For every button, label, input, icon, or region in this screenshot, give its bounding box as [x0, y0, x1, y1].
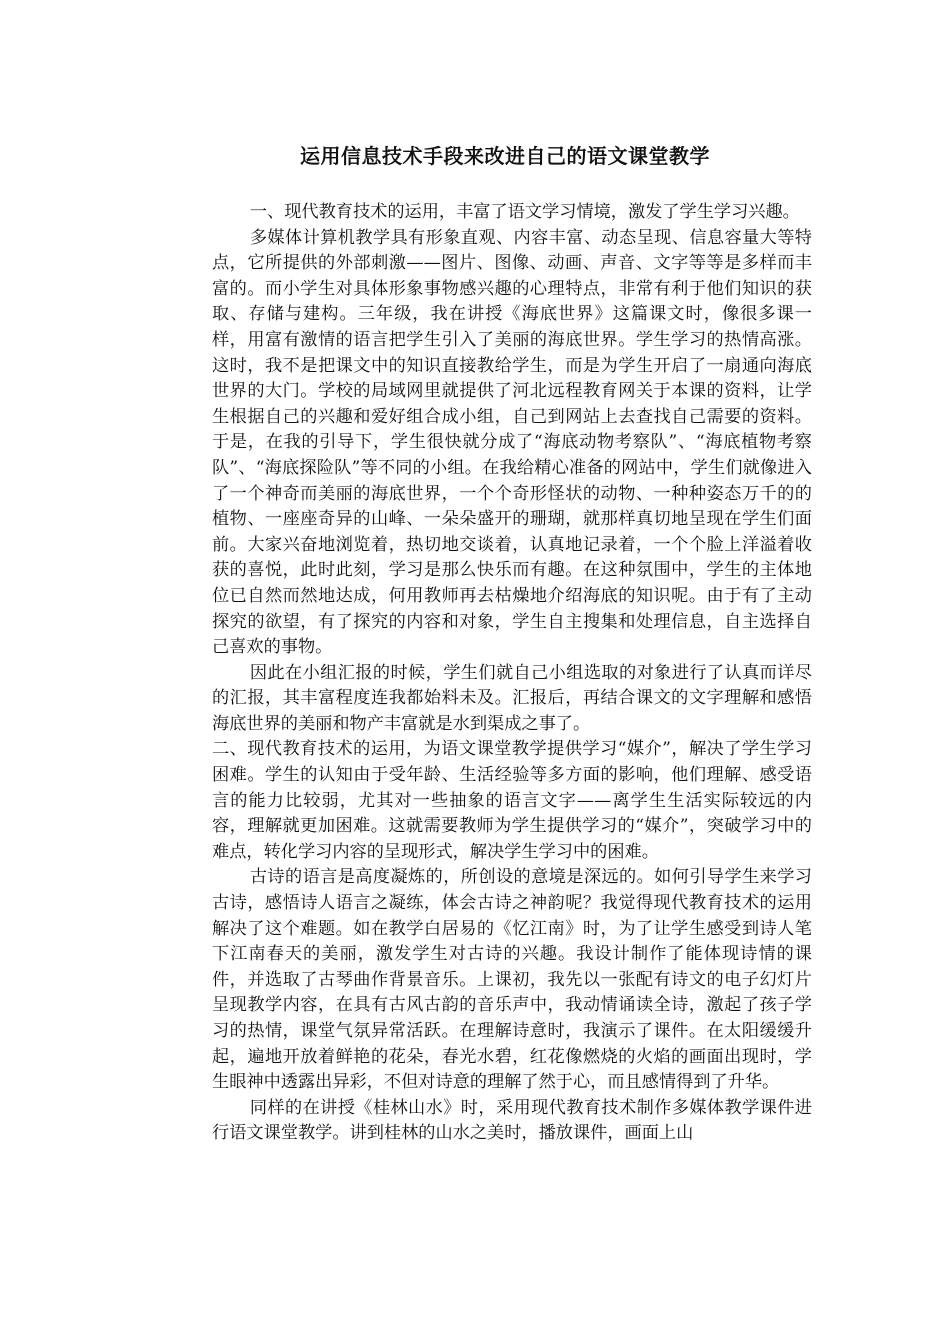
- paragraph-3: 因此在小组汇报的时候，学生们就自己小组选取的对象进行了认真而详尽的汇报，其丰富程度连我都始料未及。汇报后，再结合课文的文字理解和感悟海底世界的美丽和物产丰富就是水到渠成之事了。: [212, 662, 812, 734]
- document-title: 运用信息技术手段来改进自己的语文课堂教学: [300, 144, 710, 168]
- paragraph-6: 同样的在讲授《桂林山水》时，采用现代教育技术制作多媒体教学课件进行语文课堂教学。讲到桂林的山水之美时，播放课件，画面上山: [212, 1097, 812, 1144]
- paragraph-5: 古诗的语言是高度凝炼的，所创设的意境是深远的。如何引导学生来学习古诗，感悟诗人语言之凝练，体会古诗之神韵呢？我觉得现代教育技术的运用解决了这个难题。如在教学白居易的《忆江南》时，为了让学生感受到诗人笔下江南春天的美丽，激发学生对古诗的兴趣。我设计制作了能体现诗情的课件，并选取了古琴曲作背景音乐。上课初，我先以一张配有诗文的电子幻灯片呈现教学内容，在具有古风古韵的音乐声中，我动情诵读全诗，激起了孩子学习的热情，课堂气氛异常活跃。在理解诗意时，我演示了课件。在太阳缓缓升起，遍地开放着鲜艳的花朵，春光水碧，红花像燃烧的火焰的画面出现时，学生眼神中透露出异彩，不但对诗意的理解了然于心，而且感情得到了升华。: [212, 867, 812, 1093]
- document-body: [212, 200, 812, 1147]
- paragraph-2: 多媒体计算机教学具有形象直观、内容丰富、动态呈现、信息容量大等特点，它所提供的外部刺激——图片、图像、动画、声音、文字等等是多样而丰富的。而小学生对具体形象事物感兴趣的心理特点，非常有利于他们知识的获取、存储与建构。三年级，我在讲授《海底世界》这篇课文时，像很多课一样，用富有激情的语言把学生引入了美丽的海底世界。学生学习的热情高涨。这时，我不是把课文中的知识直接教给学生，而是为学生开启了一扇通向海底世界的大门。学校的局域网里就提供了河北远程教育网关于本课的资料，让学生根据自己的兴趣和爱好组合成小组，自己到网站上去查找自己需要的资料。于是，在我的引导下，学生很快就分成了“海底动物考察队”、“海底植物考察队”、“海底探险队”等不同的小组。在我给精心准备的网站中，学生们就像进入了一个神奇而美丽的海底世界，一个个奇形怪状的动物、一种种姿态万千的的植物、一座座奇异的山峰、一朵朵盛开的珊瑚，就那样真切地呈现在学生们面前。大家兴奋地浏览着，热切地交谈着，认真地记录着，一个个脸上洋溢着收获的喜悦，此时此刻，学习是那么快乐而有趣。在这种氛围中，学生的主体地位已自然而然地达成，何用教师再去枯燥地介绍海底的知识呢。由于有了主动探究的欲望，有了探究的内容和对象，学生自主搜集和处理信息，自主选择自己喜欢的事物。: [212, 227, 812, 658]
- paragraph-1: 一、现代教育技术的运用，丰富了语文学习情境，激发了学生学习兴趣。: [249, 202, 800, 222]
- paragraph-4: 二、现代教育技术的运用，为语文课堂教学提供学习“媒介”，解决了学生学习困难。学生的认知由于受年龄、生活经验等多方面的影响，他们理解、感受语言的能力比较弱，尤其对一些抽象的语言文字——离学生生活实际较远的内容，理解就更加困难。这就需要教师为学生提供学习的“媒介”，突破学习中的难点，转化学习内容的呈现形式，解决学生学习中的困难。: [212, 739, 812, 862]
